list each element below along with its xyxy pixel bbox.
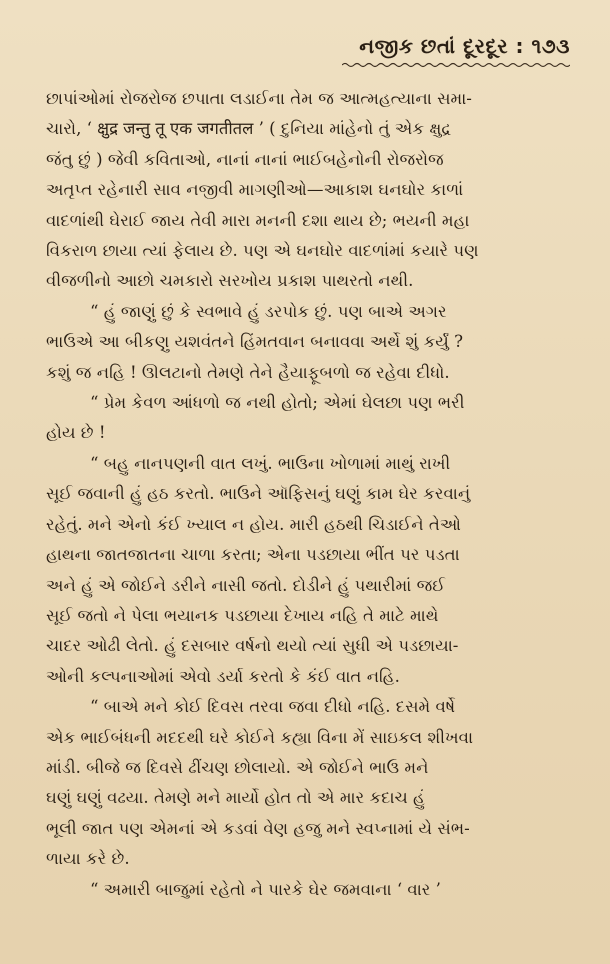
paragraph bbox=[46, 875, 566, 905]
text-line: સૂઈ જતો ને પેલા ભયાનક પડછાયા દેખાય નહિ તે માટે માથે bbox=[46, 605, 439, 625]
text-line: વિકરાળ છાયા ત્યાં ફેલાય છે. પણ એ ઘનઘોર વાદળાંમાં કયારે પણ bbox=[46, 241, 479, 261]
text-line: ળાયા કરે છે. bbox=[46, 849, 130, 869]
text-line: ચારો, ‘ क्षुद्र जन्तु तू एक जगतीतल ’ ( દુનિયા માંહેનો તું એક ક્ષુદ્ર bbox=[46, 119, 452, 139]
text-line: માંડી. બીજે જ દિવસે ઢીંચણ છોલાયો. એ જોઈને ભાઉ મને bbox=[46, 757, 429, 777]
paragraph bbox=[46, 692, 566, 874]
body-text bbox=[46, 84, 566, 905]
text-line: ઘણું ઘણું વઢયા. તેમણે મને માર્યો હોત તો એ માર કદાચ હું bbox=[46, 788, 425, 808]
text-line: એક ભાઈબંધની મદદથી ઘરે કોઈને કહ્યા વિના મેં સાઇકલ શીખવા bbox=[46, 727, 474, 747]
paragraph bbox=[46, 388, 566, 449]
text-line: ચાદર ઓઢી લેતો. હું દસબાર વર્ષનો થયો ત્યાં સુધી એ પડછાયા- bbox=[46, 636, 459, 656]
text-line: “ હું જાણું છું કે સ્વભાવે હું ડરપોક છું. પણ બાએ અગર bbox=[90, 301, 447, 321]
text-line: અતૃપ્ત રહેનારી સાવ નજીવી માગણીઓ—આકાશ ઘનઘોર કાળાં bbox=[46, 180, 464, 200]
text-line: અને હું એ જોઈને ડરીને નાસી જતો. દોડીને હું પથારીમાં જઈ bbox=[46, 575, 446, 595]
text-line: કશું જ નહિ ! ઊલટાનો તેમણે તેને હૈયાફૂબળો જ રહેવા દીધો. bbox=[46, 362, 450, 382]
text-line: રહેતું. મને એનો કંઈ ખ્યાલ ન હોય. મારી હઠથી ચિડાઈને તેઓ bbox=[46, 514, 461, 534]
text-line: “ પ્રેમ કેવળ આંધળો જ નથી હોતો; એમાં ઘેલછા પણ ભરી bbox=[90, 393, 465, 413]
running-header: નજીક છતાં દૂરદૂર : ૧૭૩ bbox=[359, 34, 570, 58]
text-line: “ બહુ નાનપણની વાત લખું. ભાઉના ખોળામાં માથું રાખી bbox=[90, 453, 451, 473]
text-line: હાથના જાતજાતના ચાળા કરતા; એના પડછાયા ભીંત પર પડતા bbox=[46, 545, 460, 565]
text-line: જંતુ છું ) જેવી કવિતાઓ, નાનાં નાનાં ભાઈબહેનોની રોજરોજ bbox=[46, 149, 444, 169]
text-line: છાપાંઓમાં રોજરોજ છપાતા લડાઈના તેમ જ આત્મહત્યાના સમા- bbox=[46, 89, 472, 108]
paragraph bbox=[46, 297, 566, 388]
paragraph bbox=[46, 449, 566, 692]
header-wavy-rule bbox=[342, 62, 570, 68]
text-line: હોય છે ! bbox=[46, 423, 106, 443]
text-line: સૂઈ જવાની હું હઠ કરતો. ભાઉને ઑફિસનું ઘણું કામ ઘેર કરવાનું bbox=[46, 484, 471, 504]
text-line: “ અમારી બાજુમાં રહેતો ને પારકે ઘેર જમવાના ‘ વાર ’ bbox=[90, 879, 441, 899]
text-line: વાદળાંથી ઘેરાઈ જાય તેવી મારા મનની દશા થાય છે; ભયની મહા bbox=[46, 210, 470, 230]
text-line: ભૂલી જાત પણ એમનાં એ કડવાં વેણ હજુ મને સ્વપ્નામાં યે સંભ- bbox=[46, 818, 470, 838]
text-line: “ બાએ મને કોઈ દિવસ તરવા જવા દીધો નહિ. દસમે વર્ષે bbox=[90, 697, 456, 717]
text-line: ભાઉએ આ બીકણુ યશવંતને હિંમતવાન બનાવવા અર્થે શું કર્યું ? bbox=[46, 332, 464, 352]
text-line: વીજળીનો આછો ચમકારો સરખોય પ્રકાશ પાથરતો નથી. bbox=[46, 271, 414, 291]
paragraph bbox=[46, 84, 566, 297]
text-line: ઓની કલ્પનાઓમાં એવો ડર્યા કરતો કે કંઈ વાત નહિ. bbox=[46, 666, 400, 686]
